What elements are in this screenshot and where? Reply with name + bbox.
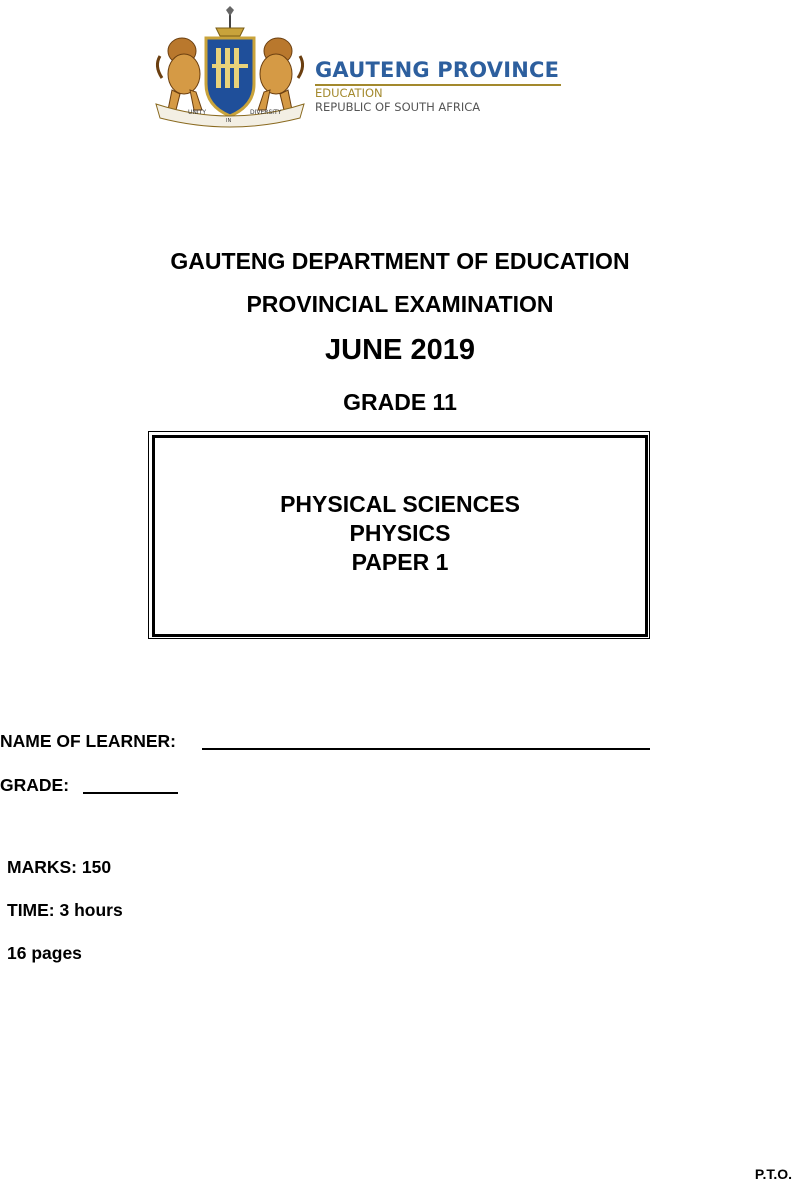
- crest-crown: [216, 6, 244, 36]
- marks-info: MARKS: 150: [7, 857, 112, 877]
- learner-grade-label: GRADE:: [0, 775, 70, 795]
- brand-department: EDUCATION: [315, 86, 383, 100]
- grade-title: GRADE 11: [343, 389, 457, 415]
- paper-number: PAPER 1: [351, 549, 449, 575]
- shield: [206, 38, 254, 116]
- left-lion: [157, 38, 202, 110]
- brand-block: [315, 58, 559, 114]
- right-lion: [258, 38, 303, 110]
- learner-grade-field[interactable]: [83, 792, 178, 794]
- svg-text:DIVERSITY: DIVERSITY: [250, 109, 282, 116]
- exam-title: PROVINCIAL EXAMINATION: [246, 291, 554, 317]
- please-turn-over: P.T.O.: [754, 1166, 792, 1182]
- brand-country: REPUBLIC OF SOUTH AFRICA: [315, 100, 481, 114]
- department-title: GAUTENG DEPARTMENT OF EDUCATION: [170, 248, 630, 274]
- exam-date: JUNE 2019: [325, 334, 475, 366]
- time-info: TIME: 3 hours: [7, 900, 123, 920]
- pages-info: 16 pages: [7, 943, 82, 963]
- learner-name-label: NAME OF LEARNER:: [0, 731, 176, 751]
- subject-name: PHYSICAL SCIENCES: [280, 491, 520, 517]
- svg-text:UNITY: UNITY: [188, 109, 206, 116]
- brand-name: GAUTENG PROVINCE: [315, 58, 560, 82]
- coat-of-arms-logo: [150, 6, 310, 128]
- subject-discipline: PHYSICS: [349, 520, 451, 546]
- brand-divider: [315, 84, 561, 86]
- svg-text:IN: IN: [226, 118, 232, 124]
- learner-name-field[interactable]: [202, 748, 650, 750]
